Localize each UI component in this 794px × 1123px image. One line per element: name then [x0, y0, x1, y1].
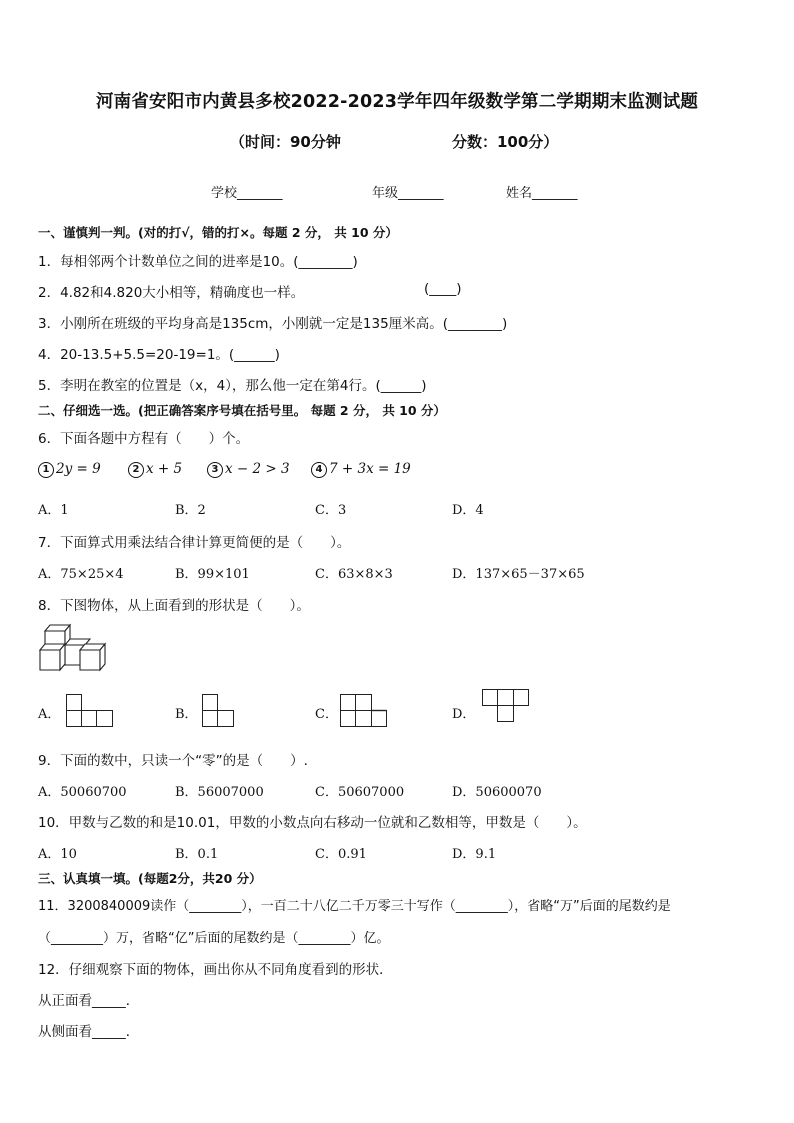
view-option-a-icon	[66, 694, 114, 727]
equation-2: 2 x + 5	[128, 461, 182, 478]
section-1-heading: 一、谨慎判一判。(对的打√，错的打×。每题 2 分， 共 10 分）	[38, 225, 398, 240]
question-2: 2．4.82和4.820大小相等，精确度也一样。	[38, 285, 305, 301]
exam-score: 分数：100分）	[452, 133, 559, 151]
q8-option-c[interactable]: C．	[315, 707, 338, 722]
equation-3: 3 x − 2 > 3	[207, 461, 290, 478]
q10-option-a[interactable]: A．10	[38, 847, 77, 862]
q6-option-a[interactable]: A．1	[38, 503, 69, 518]
section-3-heading: 三、认真填一填。(每题2分，共20 分）	[38, 871, 262, 886]
grade-field[interactable]: 年级_______	[372, 186, 444, 201]
q10-option-d[interactable]: D．9.1	[452, 847, 497, 862]
q7-option-d[interactable]: D．137×65－37×65	[452, 567, 585, 582]
q8-option-d[interactable]: D．	[452, 707, 476, 722]
school-field[interactable]: 学校_______	[211, 186, 283, 201]
q8-option-b[interactable]: B．	[175, 707, 198, 722]
equation-4: 4 7 + 3x = 19	[311, 461, 411, 478]
question-12: 12．仔细观察下面的物体，画出你从不同角度看到的形状．	[38, 962, 393, 978]
question-6: 6．下面各题中方程有（ ）个。	[38, 431, 250, 447]
view-option-d-icon	[482, 689, 530, 722]
view-option-b-icon	[202, 694, 234, 727]
question-7: 7．下面算式用乘法结合律计算更简便的是（ ）。	[38, 535, 351, 551]
exam-time: （时间：90分钟	[230, 133, 341, 151]
q6-option-c[interactable]: C．3	[315, 503, 347, 518]
q7-option-c[interactable]: C．63×8×3	[315, 567, 393, 582]
view-option-c-icon	[340, 694, 388, 727]
question-10: 10．甲数与乙数的和是10.01，甲数的小数点向右移动一位就和乙数相等，甲数是（ ）。	[38, 815, 587, 831]
name-field[interactable]: 姓名_______	[506, 186, 578, 201]
q8-option-a[interactable]: A．	[38, 707, 61, 722]
section-2-heading: 二、仔细选一选。(把正确答案序号填在括号里。 每题 2 分， 共 10 分）	[38, 403, 446, 418]
front-view-blank[interactable]: 从正面看_____．	[38, 993, 140, 1009]
question-9: 9．下面的数中，只读一个“零”的是（ ）.	[38, 753, 308, 769]
side-view-blank[interactable]: 从侧面看_____．	[38, 1024, 140, 1040]
q6-option-b[interactable]: B．2	[175, 503, 206, 518]
q10-option-c[interactable]: C．0.91	[315, 847, 367, 862]
question-11-line-2: （________）万，省略“亿”后面的尾数约是（________）亿。	[38, 931, 390, 946]
q9-option-b[interactable]: B．56007000	[175, 785, 264, 800]
q10-option-b[interactable]: B．0.1	[175, 847, 219, 862]
q9-option-d[interactable]: D．50600070	[452, 785, 542, 800]
q7-option-b[interactable]: B．99×101	[175, 567, 250, 582]
cube-stack-figure	[38, 621, 108, 673]
q9-option-a[interactable]: A．50060700	[38, 785, 127, 800]
question-3: 3．小刚所在班级的平均身高是135cm，小刚就一定是135厘米高。(________)	[38, 316, 508, 332]
question-1: 1．每相邻两个计数单位之间的进率是10。(________)	[38, 254, 358, 270]
question-4: 4．20-13.5+5.5=20-19=1。(______)	[38, 347, 280, 363]
question-2-blank[interactable]: (____)	[424, 281, 462, 297]
equation-1: 1 2y = 9	[38, 461, 101, 478]
q9-option-c[interactable]: C．50607000	[315, 785, 405, 800]
q7-option-a[interactable]: A．75×25×4	[38, 567, 124, 582]
question-8: 8．下图物体，从上面看到的形状是（ ）。	[38, 598, 310, 614]
question-11-line-1: 11．3200840009读作（________），一百二十八亿二千万零三十写作（________），省略“万”后面的尾数约是	[38, 899, 671, 914]
page-title: 河南省安阳市内黄县多校2022-2023学年四年级数学第二学期期末监测试题	[95, 92, 699, 112]
q6-option-d[interactable]: D．4	[452, 503, 484, 518]
question-5: 5．李明在教室的位置是（x，4），那么他一定在第4行。(______)	[38, 378, 427, 394]
